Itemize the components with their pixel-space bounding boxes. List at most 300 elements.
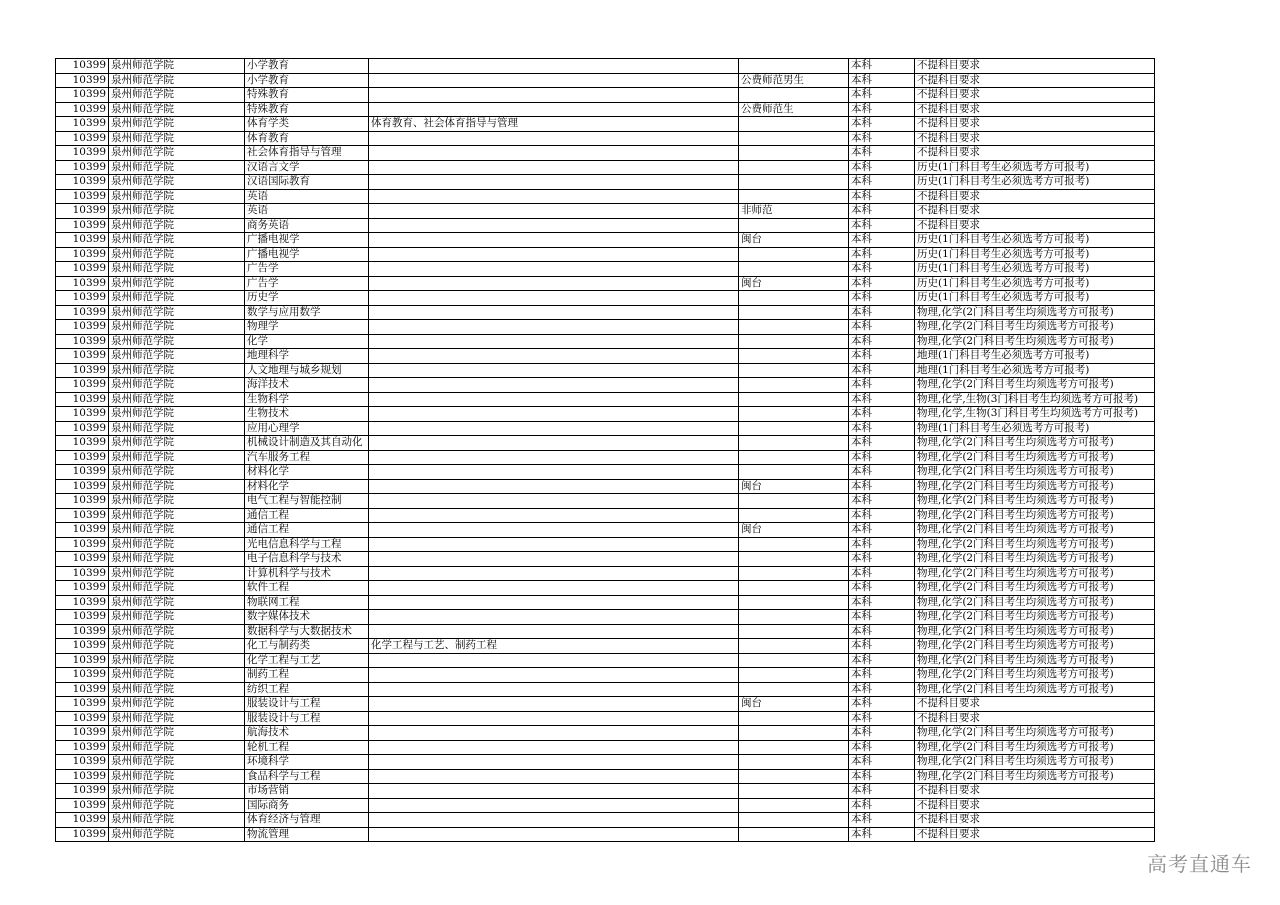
cell-code: 10399 — [56, 175, 109, 190]
cell-school: 泉州师范学院 — [109, 639, 245, 654]
cell-note — [739, 798, 849, 813]
cell-note: 闽台 — [739, 479, 849, 494]
table-row — [56, 131, 1155, 146]
cell-requirement: 历史(1门科目考生必须选考方可报考) — [915, 175, 1155, 190]
cell-includes — [369, 436, 739, 451]
cell-requirement: 物理,化学(2门科目考生均须选考方可报考) — [915, 552, 1155, 567]
cell-note — [739, 175, 849, 190]
cell-major: 汉语言文学 — [245, 160, 369, 175]
cell-requirement: 物理,化学(2门科目考生均须选考方可报考) — [915, 305, 1155, 320]
cell-level: 本科 — [849, 784, 915, 799]
cell-includes — [369, 204, 739, 219]
cell-level: 本科 — [849, 262, 915, 277]
cell-requirement: 物理,化学(2门科目考生均须选考方可报考) — [915, 566, 1155, 581]
cell-major: 纺织工程 — [245, 682, 369, 697]
cell-includes — [369, 595, 739, 610]
cell-requirement: 物理,化学(2门科目考生均须选考方可报考) — [915, 610, 1155, 625]
cell-code: 10399 — [56, 827, 109, 842]
cell-includes — [369, 465, 739, 480]
cell-level: 本科 — [849, 639, 915, 654]
cell-school: 泉州师范学院 — [109, 117, 245, 132]
cell-school: 泉州师范学院 — [109, 581, 245, 596]
cell-level: 本科 — [849, 436, 915, 451]
cell-requirement: 历史(1门科目考生必须选考方可报考) — [915, 262, 1155, 277]
cell-note — [739, 218, 849, 233]
cell-level: 本科 — [849, 334, 915, 349]
cell-note — [739, 827, 849, 842]
cell-note — [739, 624, 849, 639]
table-row — [56, 160, 1155, 175]
cell-note — [739, 653, 849, 668]
cell-code: 10399 — [56, 581, 109, 596]
cell-level: 本科 — [849, 682, 915, 697]
cell-requirement: 历史(1门科目考生必须选考方可报考) — [915, 247, 1155, 262]
cell-requirement: 历史(1门科目考生必须选考方可报考) — [915, 233, 1155, 248]
cell-level: 本科 — [849, 552, 915, 567]
table-row — [56, 479, 1155, 494]
cell-note: 非师范 — [739, 204, 849, 219]
cell-code: 10399 — [56, 450, 109, 465]
cell-note — [739, 508, 849, 523]
cell-includes — [369, 624, 739, 639]
table-row — [56, 711, 1155, 726]
cell-major: 计算机科学与技术 — [245, 566, 369, 581]
cell-includes — [369, 291, 739, 306]
cell-school: 泉州师范学院 — [109, 740, 245, 755]
cell-major: 服装设计与工程 — [245, 697, 369, 712]
cell-major: 社会体育指导与管理 — [245, 146, 369, 161]
cell-note — [739, 262, 849, 277]
table-row — [56, 392, 1155, 407]
cell-requirement: 物理,化学(2门科目考生均须选考方可报考) — [915, 494, 1155, 509]
cell-school: 泉州师范学院 — [109, 160, 245, 175]
table-row — [56, 740, 1155, 755]
cell-school: 泉州师范学院 — [109, 682, 245, 697]
cell-requirement: 不提科目要求 — [915, 146, 1155, 161]
cell-includes — [369, 88, 739, 103]
cell-note — [739, 755, 849, 770]
cell-level: 本科 — [849, 508, 915, 523]
table-row — [56, 798, 1155, 813]
cell-major: 化工与制药类 — [245, 639, 369, 654]
cell-requirement: 物理,化学(2门科目考生均须选考方可报考) — [915, 378, 1155, 393]
cell-includes — [369, 349, 739, 364]
cell-level: 本科 — [849, 566, 915, 581]
cell-requirement: 物理,化学(2门科目考生均须选考方可报考) — [915, 668, 1155, 683]
cell-includes — [369, 320, 739, 335]
cell-code: 10399 — [56, 566, 109, 581]
cell-level: 本科 — [849, 726, 915, 741]
cell-requirement: 不提科目要求 — [915, 784, 1155, 799]
cell-school: 泉州师范学院 — [109, 595, 245, 610]
cell-code: 10399 — [56, 653, 109, 668]
cell-requirement: 物理,化学(2门科目考生均须选考方可报考) — [915, 465, 1155, 480]
table-row — [56, 349, 1155, 364]
cell-school: 泉州师范学院 — [109, 102, 245, 117]
cell-level: 本科 — [849, 798, 915, 813]
table-row — [56, 595, 1155, 610]
cell-code: 10399 — [56, 204, 109, 219]
cell-major: 数学与应用数学 — [245, 305, 369, 320]
cell-includes — [369, 160, 739, 175]
cell-requirement: 不提科目要求 — [915, 59, 1155, 74]
cell-school: 泉州师范学院 — [109, 175, 245, 190]
cell-includes — [369, 581, 739, 596]
cell-major: 通信工程 — [245, 508, 369, 523]
table-row — [56, 305, 1155, 320]
cell-includes — [369, 813, 739, 828]
cell-includes — [369, 146, 739, 161]
cell-school: 泉州师范学院 — [109, 276, 245, 291]
cell-code: 10399 — [56, 218, 109, 233]
cell-major: 汉语国际教育 — [245, 175, 369, 190]
cell-includes — [369, 682, 739, 697]
cell-level: 本科 — [849, 218, 915, 233]
cell-major: 广播电视学 — [245, 233, 369, 248]
cell-requirement: 不提科目要求 — [915, 697, 1155, 712]
cell-note — [739, 421, 849, 436]
cell-includes — [369, 610, 739, 625]
cell-school: 泉州师范学院 — [109, 798, 245, 813]
cell-level: 本科 — [849, 175, 915, 190]
cell-major: 国际商务 — [245, 798, 369, 813]
cell-note — [739, 117, 849, 132]
cell-code: 10399 — [56, 624, 109, 639]
cell-school: 泉州师范学院 — [109, 494, 245, 509]
table-row — [56, 537, 1155, 552]
cell-code: 10399 — [56, 784, 109, 799]
cell-school: 泉州师范学院 — [109, 73, 245, 88]
cell-code: 10399 — [56, 479, 109, 494]
cell-major: 商务英语 — [245, 218, 369, 233]
cell-code: 10399 — [56, 305, 109, 320]
cell-school: 泉州师范学院 — [109, 523, 245, 538]
cell-major: 小学教育 — [245, 59, 369, 74]
table-row — [56, 494, 1155, 509]
cell-note — [739, 349, 849, 364]
table-row — [56, 552, 1155, 567]
cell-code: 10399 — [56, 407, 109, 422]
cell-note — [739, 711, 849, 726]
cell-level: 本科 — [849, 697, 915, 712]
table-row — [56, 334, 1155, 349]
cell-code: 10399 — [56, 160, 109, 175]
cell-level: 本科 — [849, 247, 915, 262]
cell-level: 本科 — [849, 769, 915, 784]
cell-level: 本科 — [849, 668, 915, 683]
cell-code: 10399 — [56, 392, 109, 407]
cell-includes — [369, 59, 739, 74]
table-row — [56, 218, 1155, 233]
cell-code: 10399 — [56, 247, 109, 262]
table-row — [56, 378, 1155, 393]
cell-note — [739, 552, 849, 567]
cell-level: 本科 — [849, 755, 915, 770]
table-row — [56, 827, 1155, 842]
table-row — [56, 508, 1155, 523]
cell-includes — [369, 508, 739, 523]
cell-level: 本科 — [849, 320, 915, 335]
cell-includes — [369, 247, 739, 262]
cell-level: 本科 — [849, 160, 915, 175]
cell-requirement: 物理,化学(2门科目考生均须选考方可报考) — [915, 769, 1155, 784]
cell-requirement: 物理,化学(2门科目考生均须选考方可报考) — [915, 682, 1155, 697]
cell-level: 本科 — [849, 595, 915, 610]
table-row — [56, 59, 1155, 74]
cell-level: 本科 — [849, 189, 915, 204]
cell-school: 泉州师范学院 — [109, 189, 245, 204]
cell-code: 10399 — [56, 189, 109, 204]
table-row — [56, 276, 1155, 291]
cell-code: 10399 — [56, 740, 109, 755]
cell-level: 本科 — [849, 378, 915, 393]
table-row — [56, 769, 1155, 784]
watermark: 高考直通车 — [1147, 852, 1252, 876]
cell-note — [739, 595, 849, 610]
cell-school: 泉州师范学院 — [109, 624, 245, 639]
cell-requirement: 地理(1门科目考生必须选考方可报考) — [915, 349, 1155, 364]
cell-school: 泉州师范学院 — [109, 813, 245, 828]
cell-note: 公费师范男生 — [739, 73, 849, 88]
cell-requirement: 历史(1门科目考生必须选考方可报考) — [915, 276, 1155, 291]
table-row — [56, 436, 1155, 451]
cell-note — [739, 610, 849, 625]
cell-code: 10399 — [56, 523, 109, 538]
admission-requirements-table — [55, 58, 1155, 842]
cell-note: 闽台 — [739, 276, 849, 291]
cell-requirement: 物理,化学(2门科目考生均须选考方可报考) — [915, 537, 1155, 552]
cell-major: 特殊教育 — [245, 88, 369, 103]
cell-includes — [369, 653, 739, 668]
cell-includes — [369, 711, 739, 726]
cell-note — [739, 740, 849, 755]
table-row — [56, 363, 1155, 378]
cell-level: 本科 — [849, 392, 915, 407]
cell-major: 服装设计与工程 — [245, 711, 369, 726]
cell-requirement: 历史(1门科目考生必须选考方可报考) — [915, 291, 1155, 306]
cell-includes — [369, 769, 739, 784]
cell-note — [739, 392, 849, 407]
cell-major: 食品科学与工程 — [245, 769, 369, 784]
cell-school: 泉州师范学院 — [109, 204, 245, 219]
cell-requirement: 物理(1门科目考生必须选考方可报考) — [915, 421, 1155, 436]
cell-level: 本科 — [849, 479, 915, 494]
cell-note — [739, 566, 849, 581]
cell-requirement: 物理,化学(2门科目考生均须选考方可报考) — [915, 624, 1155, 639]
cell-requirement: 物理,化学,生物(3门科目考生均须选考方可报考) — [915, 392, 1155, 407]
cell-code: 10399 — [56, 552, 109, 567]
cell-includes — [369, 276, 739, 291]
cell-note — [739, 291, 849, 306]
cell-level: 本科 — [849, 59, 915, 74]
cell-requirement: 物理,化学(2门科目考生均须选考方可报考) — [915, 639, 1155, 654]
cell-requirement: 历史(1门科目考生必须选考方可报考) — [915, 160, 1155, 175]
table-row — [56, 624, 1155, 639]
cell-includes — [369, 262, 739, 277]
cell-level: 本科 — [849, 204, 915, 219]
cell-major: 制药工程 — [245, 668, 369, 683]
cell-major: 汽车服务工程 — [245, 450, 369, 465]
cell-requirement: 物理,化学(2门科目考生均须选考方可报考) — [915, 436, 1155, 451]
cell-code: 10399 — [56, 276, 109, 291]
cell-note — [739, 581, 849, 596]
cell-major: 数字媒体技术 — [245, 610, 369, 625]
cell-school: 泉州师范学院 — [109, 334, 245, 349]
cell-includes — [369, 175, 739, 190]
cell-major: 电气工程与智能控制 — [245, 494, 369, 509]
cell-code: 10399 — [56, 291, 109, 306]
cell-note — [739, 784, 849, 799]
cell-major: 航海技术 — [245, 726, 369, 741]
cell-major: 化学 — [245, 334, 369, 349]
table-row — [56, 73, 1155, 88]
cell-code: 10399 — [56, 102, 109, 117]
cell-includes — [369, 450, 739, 465]
table-row — [56, 204, 1155, 219]
cell-school: 泉州师范学院 — [109, 218, 245, 233]
table-row — [56, 102, 1155, 117]
cell-code: 10399 — [56, 233, 109, 248]
cell-code: 10399 — [56, 59, 109, 74]
cell-school: 泉州师范学院 — [109, 392, 245, 407]
cell-level: 本科 — [849, 581, 915, 596]
cell-code: 10399 — [56, 73, 109, 88]
cell-school: 泉州师范学院 — [109, 566, 245, 581]
cell-level: 本科 — [849, 88, 915, 103]
table-row — [56, 291, 1155, 306]
cell-school: 泉州师范学院 — [109, 726, 245, 741]
cell-code: 10399 — [56, 813, 109, 828]
table-row — [56, 233, 1155, 248]
cell-level: 本科 — [849, 450, 915, 465]
cell-code: 10399 — [56, 610, 109, 625]
cell-includes — [369, 740, 739, 755]
cell-code: 10399 — [56, 595, 109, 610]
cell-school: 泉州师范学院 — [109, 552, 245, 567]
cell-school: 泉州师范学院 — [109, 436, 245, 451]
cell-includes — [369, 494, 739, 509]
cell-school: 泉州师范学院 — [109, 349, 245, 364]
cell-includes — [369, 305, 739, 320]
cell-major: 材料化学 — [245, 465, 369, 480]
cell-includes — [369, 363, 739, 378]
cell-school: 泉州师范学院 — [109, 262, 245, 277]
cell-note — [739, 160, 849, 175]
cell-school: 泉州师范学院 — [109, 755, 245, 770]
cell-school: 泉州师范学院 — [109, 668, 245, 683]
cell-note — [739, 305, 849, 320]
cell-note — [739, 465, 849, 480]
cell-level: 本科 — [849, 117, 915, 132]
cell-includes — [369, 334, 739, 349]
cell-includes — [369, 827, 739, 842]
cell-code: 10399 — [56, 755, 109, 770]
cell-code: 10399 — [56, 682, 109, 697]
cell-major: 英语 — [245, 204, 369, 219]
cell-code: 10399 — [56, 378, 109, 393]
cell-note — [739, 668, 849, 683]
cell-requirement: 物理,化学(2门科目考生均须选考方可报考) — [915, 755, 1155, 770]
cell-requirement: 不提科目要求 — [915, 117, 1155, 132]
cell-major: 环境科学 — [245, 755, 369, 770]
cell-includes — [369, 421, 739, 436]
cell-code: 10399 — [56, 262, 109, 277]
table-row — [56, 755, 1155, 770]
cell-requirement: 地理(1门科目考生必须选考方可报考) — [915, 363, 1155, 378]
cell-major: 机械设计制造及其自动化 — [245, 436, 369, 451]
cell-note — [739, 813, 849, 828]
cell-includes — [369, 218, 739, 233]
cell-level: 本科 — [849, 813, 915, 828]
cell-code: 10399 — [56, 436, 109, 451]
cell-code: 10399 — [56, 494, 109, 509]
cell-major: 材料化学 — [245, 479, 369, 494]
cell-level: 本科 — [849, 740, 915, 755]
cell-includes — [369, 233, 739, 248]
cell-major: 广告学 — [245, 276, 369, 291]
cell-major: 生物技术 — [245, 407, 369, 422]
cell-school: 泉州师范学院 — [109, 88, 245, 103]
table-row — [56, 697, 1155, 712]
cell-major: 光电信息科学与工程 — [245, 537, 369, 552]
cell-includes — [369, 73, 739, 88]
cell-note — [739, 726, 849, 741]
cell-school: 泉州师范学院 — [109, 697, 245, 712]
cell-major: 化学工程与工艺 — [245, 653, 369, 668]
cell-major: 广播电视学 — [245, 247, 369, 262]
cell-code: 10399 — [56, 668, 109, 683]
cell-includes: 体育教育、社会体育指导与管理 — [369, 117, 739, 132]
cell-includes — [369, 537, 739, 552]
cell-requirement: 不提科目要求 — [915, 798, 1155, 813]
cell-major: 体育经济与管理 — [245, 813, 369, 828]
cell-requirement: 物理,化学(2门科目考生均须选考方可报考) — [915, 320, 1155, 335]
cell-code: 10399 — [56, 421, 109, 436]
table-row — [56, 639, 1155, 654]
cell-includes — [369, 392, 739, 407]
cell-school: 泉州师范学院 — [109, 131, 245, 146]
cell-includes — [369, 784, 739, 799]
cell-major: 生物科学 — [245, 392, 369, 407]
table-row — [56, 726, 1155, 741]
cell-note — [739, 494, 849, 509]
cell-note — [739, 88, 849, 103]
cell-level: 本科 — [849, 407, 915, 422]
cell-school: 泉州师范学院 — [109, 537, 245, 552]
cell-includes — [369, 407, 739, 422]
cell-level: 本科 — [849, 102, 915, 117]
cell-school: 泉州师范学院 — [109, 378, 245, 393]
cell-code: 10399 — [56, 711, 109, 726]
table-row — [56, 465, 1155, 480]
cell-school: 泉州师范学院 — [109, 711, 245, 726]
table-row — [56, 320, 1155, 335]
cell-code: 10399 — [56, 131, 109, 146]
cell-code: 10399 — [56, 334, 109, 349]
cell-school: 泉州师范学院 — [109, 450, 245, 465]
table-row — [56, 88, 1155, 103]
cell-includes — [369, 552, 739, 567]
cell-note — [739, 146, 849, 161]
cell-school: 泉州师范学院 — [109, 653, 245, 668]
table-row — [56, 262, 1155, 277]
cell-requirement: 不提科目要求 — [915, 73, 1155, 88]
cell-requirement: 不提科目要求 — [915, 88, 1155, 103]
cell-level: 本科 — [849, 494, 915, 509]
cell-code: 10399 — [56, 697, 109, 712]
cell-note — [739, 407, 849, 422]
cell-requirement: 不提科目要求 — [915, 102, 1155, 117]
